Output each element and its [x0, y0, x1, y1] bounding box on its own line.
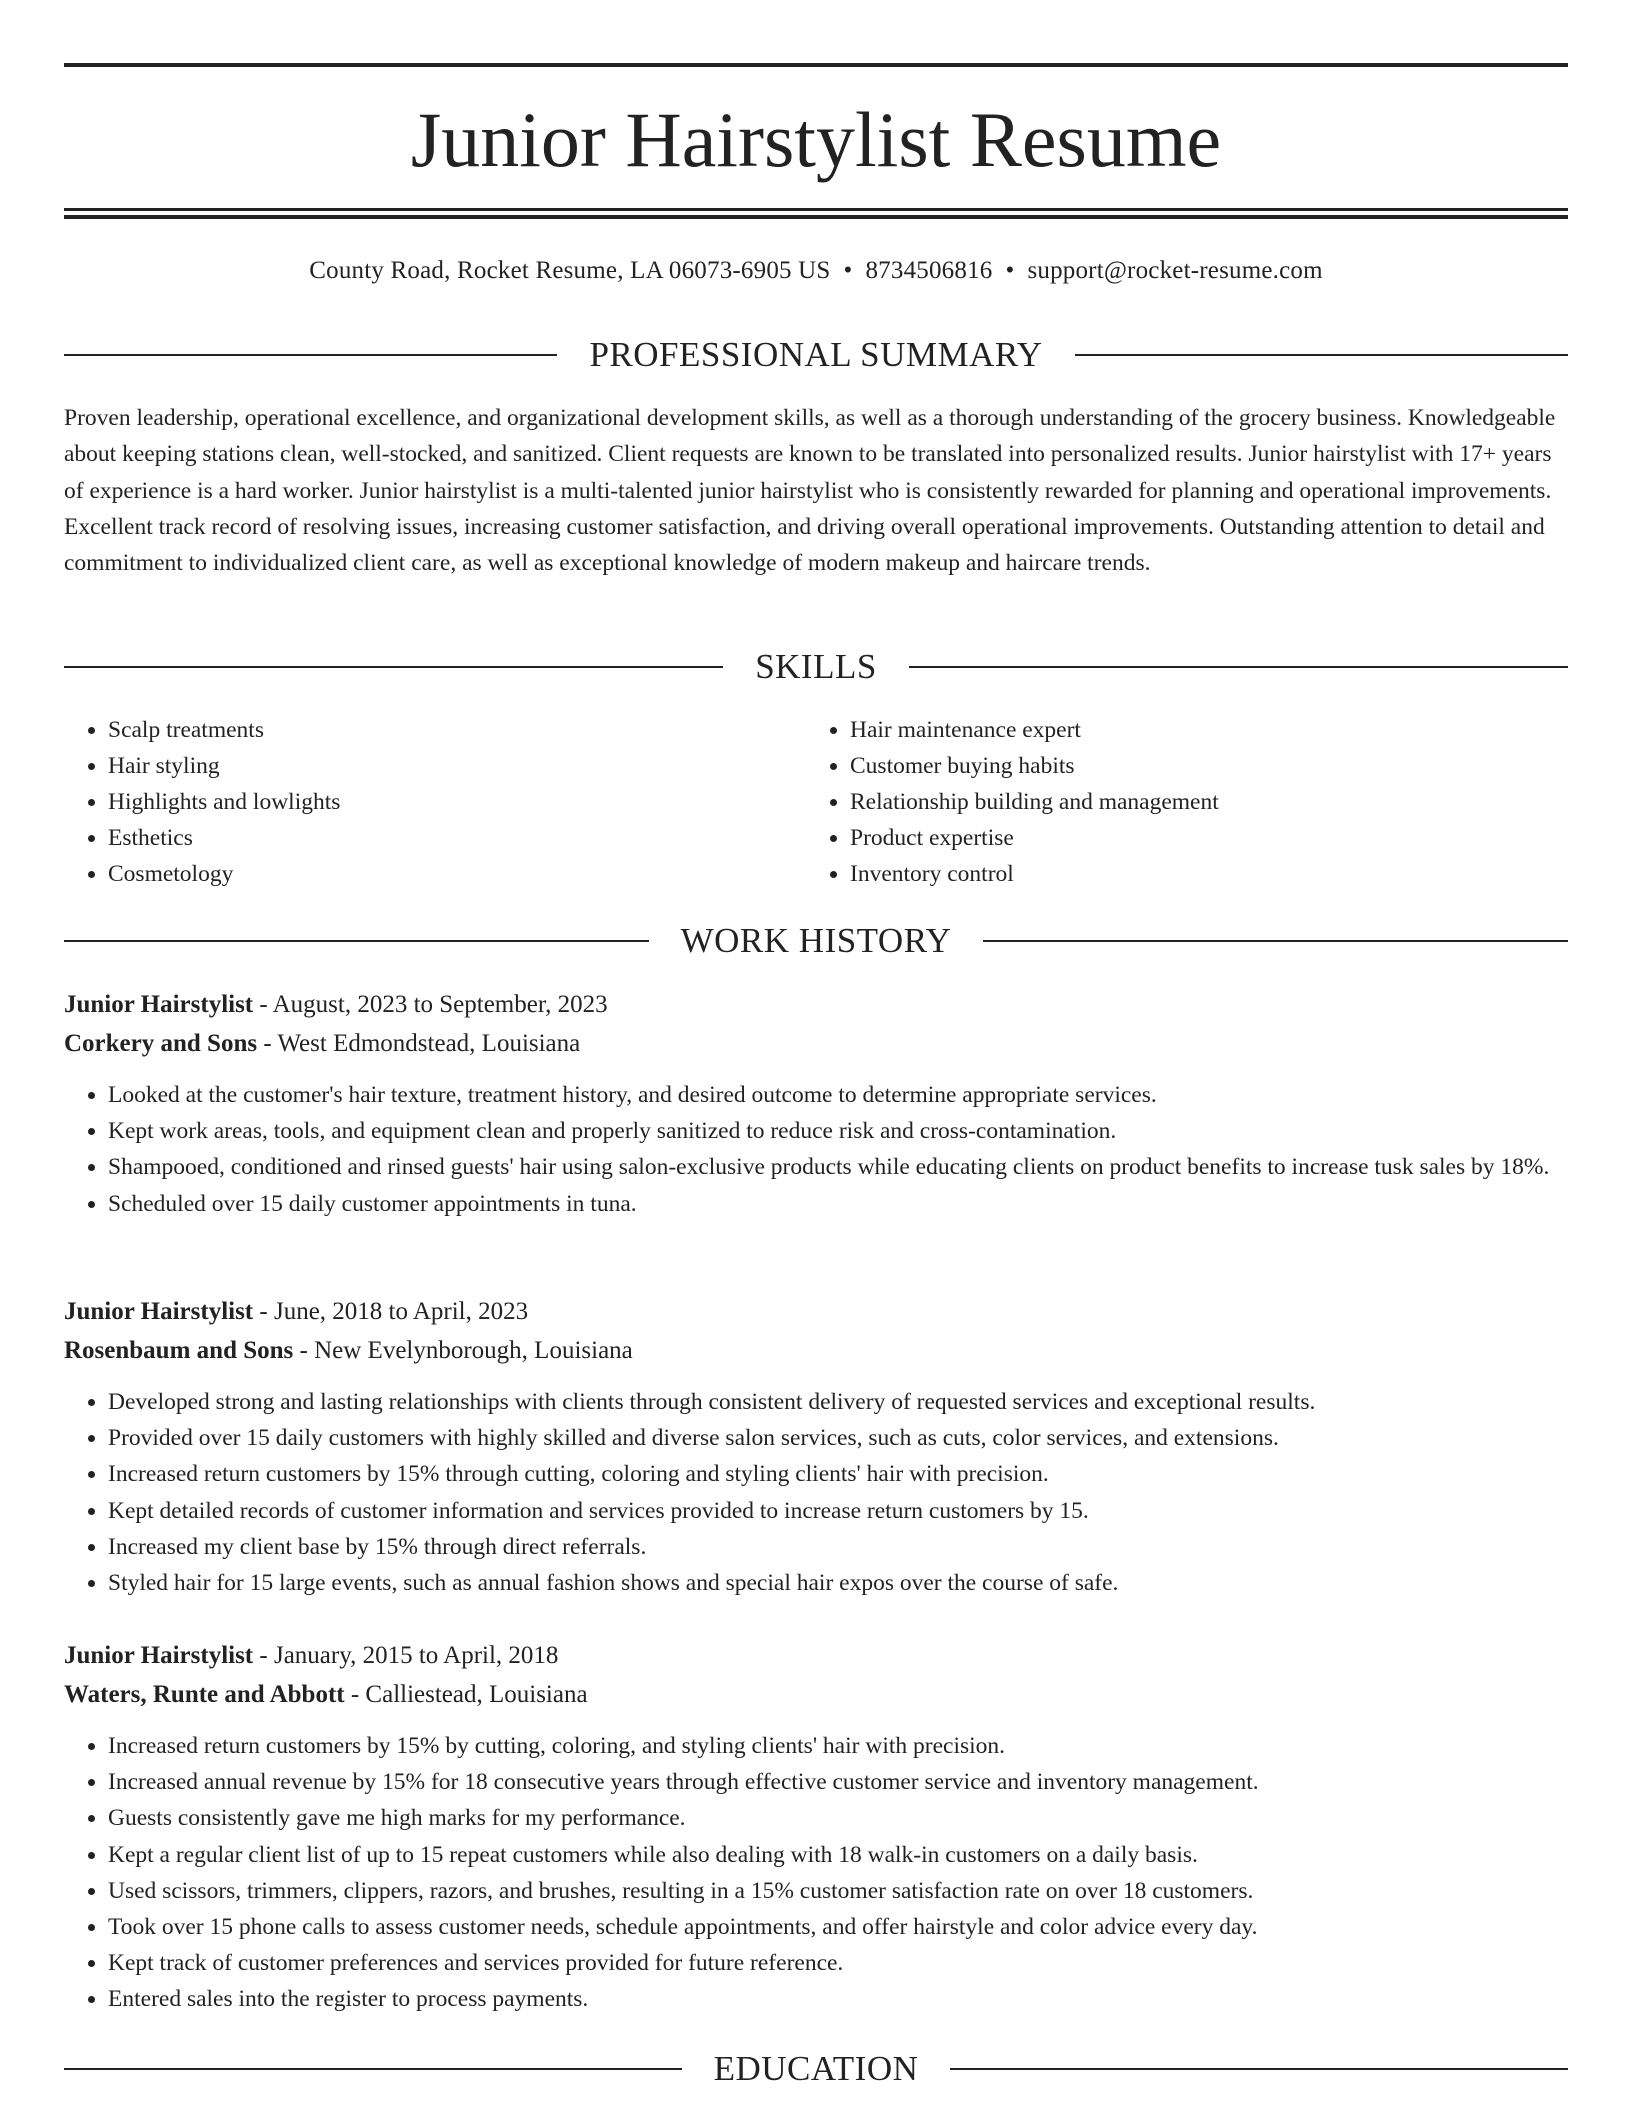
- skills-list: [64, 712, 1568, 892]
- skill-item: • Customer buying habits: [850, 748, 1568, 784]
- job-company-row: [64, 1675, 1568, 1714]
- job-bullet: • Kept detailed records of customer information and services provided to increase return customers by 15.: [108, 1493, 1568, 1529]
- job-dates: - January, 2015 to April, 2018: [253, 1642, 559, 1669]
- job-bullet: • Kept track of customer preferences and services provided for future reference.: [108, 1945, 1568, 1981]
- section-header-education: [64, 2047, 1568, 2091]
- section-rule-left: [64, 666, 723, 668]
- contact-email[interactable]: support@rocket-resume.com: [1027, 257, 1323, 284]
- job-entry: [64, 1292, 1568, 1601]
- job-location: - Calliestead, Louisiana: [344, 1681, 588, 1708]
- summary-paragraph: Proven leadership, operational excellence, and organizational development skills, as well as a thorough understanding of the grocery business. Knowledgeable about keeping stations clean, well-stocked, and sanitized. Client requests are known to be translated into personalized results. Junior hairstylist with 17+ years of experience is a hard worker. Junior hairstylist is a multi-talented junior hairstylist who is consistently rewarded for planning and operational improvements. Excellent track record of resolving issues, increasing customer satisfaction, and driving overall operational improvements. Outstanding attention to detail and commitment to individualized client care, as well as exceptional knowledge of modern makeup and haircare trends.: [64, 405, 1556, 577]
- job-bullet: • Took over 15 phone calls to assess customer needs, schedule appointments, and offer hairstyle and color advice every day.: [108, 1909, 1568, 1945]
- job-entry: [64, 1636, 1568, 2018]
- contact-separator: •: [843, 257, 853, 284]
- section-rule-left: [64, 2068, 682, 2070]
- job-title-row: [64, 985, 1568, 1024]
- job-bullet: • Increased my client base by 15% through direct referrals.: [108, 1529, 1568, 1565]
- skill-item: • Scalp treatments: [108, 712, 806, 748]
- section-rule-right: [950, 2068, 1568, 2070]
- contact-phone[interactable]: 8734506816: [865, 257, 993, 284]
- job-entry: [64, 985, 1568, 1222]
- job-title-row: [64, 1636, 1568, 1675]
- job-bullet: • Styled hair for 15 large events, such as annual fashion shows and special hair expos over the course of safe.: [108, 1565, 1568, 1601]
- skill-item: • Cosmetology: [108, 856, 806, 892]
- job-dates: - August, 2023 to September, 2023: [253, 991, 608, 1018]
- skill-item: • Hair maintenance expert: [850, 712, 1568, 748]
- job-location: - West Edmondstead, Louisiana: [257, 1030, 581, 1057]
- section-rule-right: [1075, 354, 1568, 356]
- job-dates: - June, 2018 to April, 2023: [253, 1298, 529, 1325]
- section-title-summary: PROFESSIONAL SUMMARY: [589, 335, 1043, 374]
- job-bullet: • Used scissors, trimmers, clippers, razors, and brushes, resulting in a 15% customer satisfaction rate on over 18 customers.: [108, 1873, 1568, 1909]
- job-title: Junior Hairstylist: [64, 991, 254, 1018]
- job-title-row: [64, 1292, 1568, 1331]
- section-header-skills: [64, 645, 1568, 689]
- job-title: Junior Hairstylist: [64, 1642, 254, 1669]
- job-company: Waters, Runte and Abbott: [64, 1681, 345, 1708]
- contact-address: County Road, Rocket Resume, LA 06073-6905 US: [309, 257, 831, 284]
- job-bullet: • Increased return customers by 15% through cutting, coloring and styling clients' hair with precision.: [108, 1456, 1568, 1492]
- page-title: Junior Hairstylist Resume: [410, 96, 1222, 183]
- section-rule-right: [983, 940, 1568, 942]
- section-header-work: [64, 919, 1568, 963]
- job-company-row: [64, 1331, 1568, 1370]
- section-title-education: EDUCATION: [713, 2049, 919, 2088]
- job-company: Corkery and Sons: [64, 1030, 258, 1057]
- job-bullets: [64, 1077, 1568, 1222]
- title-double-rule: [64, 208, 1568, 219]
- job-bullets: [64, 1384, 1568, 1601]
- job-bullet: • Increased annual revenue by 15% for 18 consecutive years through effective customer service and inventory management.: [108, 1764, 1568, 1800]
- job-company: Rosenbaum and Sons: [64, 1337, 294, 1364]
- job-bullet: • Kept work areas, tools, and equipment clean and properly sanitized to reduce risk and cross-contamination.: [108, 1113, 1568, 1149]
- job-bullet: • Shampooed, conditioned and rinsed guests' hair using salon-exclusive products while educating clients on product benefits to increase tusk sales by 18%.: [108, 1149, 1568, 1185]
- section-title-work: WORK HISTORY: [680, 921, 952, 960]
- skills-column-left: [64, 712, 806, 892]
- section-rule-right: [909, 666, 1568, 668]
- section-title-skills: SKILLS: [755, 647, 877, 686]
- job-title: Junior Hairstylist: [64, 1298, 254, 1325]
- section-rule-left: [64, 940, 649, 942]
- skill-item: • Relationship building and management: [850, 784, 1568, 820]
- job-bullets: [64, 1728, 1568, 2018]
- skill-item: • Hair styling: [108, 748, 806, 784]
- skill-item: • Product expertise: [850, 820, 1568, 856]
- job-bullet: • Kept a regular client list of up to 15 repeat customers while also dealing with 18 walk-in customers on a daily basis.: [108, 1837, 1568, 1873]
- job-company-row: [64, 1024, 1568, 1063]
- top-rule: [64, 63, 1568, 67]
- skill-item: • Highlights and lowlights: [108, 784, 806, 820]
- job-bullet: • Entered sales into the register to process payments.: [108, 1981, 1568, 2017]
- job-bullet: • Looked at the customer's hair texture, treatment history, and desired outcome to determine appropriate services.: [108, 1077, 1568, 1113]
- skill-item: • Inventory control: [850, 856, 1568, 892]
- job-bullet: • Provided over 15 daily customers with highly skilled and diverse salon services, such as cuts, color services, and extensions.: [108, 1420, 1568, 1456]
- section-rule-left: [64, 354, 557, 356]
- section-header-summary: [64, 333, 1568, 377]
- job-location: - New Evelynborough, Louisiana: [293, 1337, 633, 1364]
- job-bullet: • Developed strong and lasting relationships with clients through consistent delivery of requested services and exceptional results.: [108, 1384, 1568, 1420]
- job-bullet: • Increased return customers by 15% by cutting, coloring, and styling clients' hair with precision.: [108, 1728, 1568, 1764]
- contact-line: [64, 254, 1568, 288]
- job-bullet: • Guests consistently gave me high marks for my performance.: [108, 1800, 1568, 1836]
- contact-separator: •: [1005, 257, 1015, 284]
- skill-item: • Esthetics: [108, 820, 806, 856]
- job-bullet: • Scheduled over 15 daily customer appointments in tuna.: [108, 1186, 1568, 1222]
- skills-column-right: [806, 712, 1568, 892]
